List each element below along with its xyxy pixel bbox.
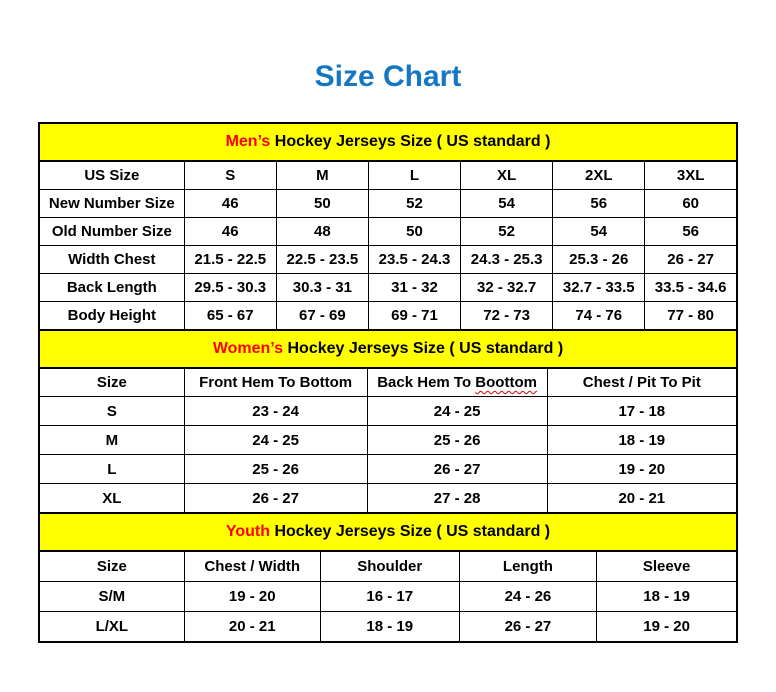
size-cell: 52 [461,218,553,246]
column-header: 3XL [645,161,737,190]
size-cell: 46 [184,190,276,218]
size-cell: 18 - 19 [597,582,737,612]
column-header: S [184,161,276,190]
size-cell: 50 [276,190,368,218]
size-cell: 20 - 21 [547,484,737,514]
table-row [39,426,737,455]
table-row [39,484,737,514]
size-cell: 32.7 - 33.5 [553,274,645,302]
table-row [39,274,737,302]
size-cell: 54 [553,218,645,246]
mens-banner-row [39,123,737,161]
size-cell: 72 - 73 [461,302,553,331]
youth-size-table [38,512,738,643]
table-row [39,612,737,643]
size-cell: 48 [276,218,368,246]
size-cell: 24 - 25 [367,397,547,426]
size-cell: 19 - 20 [547,455,737,484]
size-cell: 27 - 28 [367,484,547,514]
size-cell: 25.3 - 26 [553,246,645,274]
column-header: Shoulder [320,551,459,582]
size-cell: 21.5 - 22.5 [184,246,276,274]
size-cell: 18 - 19 [547,426,737,455]
misspelled-word: Boottom [475,374,537,391]
youth-header-row [39,551,737,582]
size-cell: 22.5 - 23.5 [276,246,368,274]
size-cell: 19 - 20 [184,582,320,612]
column-header: Back Hem To Boottom [367,368,547,397]
size-cell: 24 - 25 [184,426,367,455]
size-cell: 26 - 27 [459,612,597,643]
row-label: L [39,455,184,484]
row-label: Back Length [39,274,184,302]
womens-size-table [38,329,738,514]
size-cell: 30.3 - 31 [276,274,368,302]
table-row [39,190,737,218]
size-cell: 65 - 67 [184,302,276,331]
row-label: New Number Size [39,190,184,218]
banner-highlight: Men’s [225,133,271,150]
size-cell: 32 - 32.7 [461,274,553,302]
size-cell: 54 [461,190,553,218]
column-header: Size [39,368,184,397]
size-cell: 18 - 19 [320,612,459,643]
size-cell: 20 - 21 [184,612,320,643]
size-cell: 16 - 17 [320,582,459,612]
size-cell: 23.5 - 24.3 [368,246,460,274]
column-header: Chest / Width [184,551,320,582]
column-header: 2XL [553,161,645,190]
row-label: S [39,397,184,426]
youth-banner-row [39,513,737,551]
womens-table-banner: Women’s Hockey Jerseys Size ( US standard ) [39,330,737,368]
column-header: US Size [39,161,184,190]
size-cell: 29.5 - 30.3 [184,274,276,302]
size-cell: 24.3 - 25.3 [461,246,553,274]
youth-table-banner: Youth Hockey Jerseys Size ( US standard ) [39,513,737,551]
size-tables-container [38,122,738,643]
size-cell: 69 - 71 [368,302,460,331]
table-row [39,582,737,612]
table-row [39,218,737,246]
column-header: Front Hem To Bottom [184,368,367,397]
size-cell: 23 - 24 [184,397,367,426]
size-cell: 26 - 27 [367,455,547,484]
table-row [39,455,737,484]
size-cell: 50 [368,218,460,246]
column-header: Sleeve [597,551,737,582]
size-cell: 25 - 26 [184,455,367,484]
size-cell: 26 - 27 [184,484,367,514]
size-cell: 67 - 69 [276,302,368,331]
column-header: Size [39,551,184,582]
page-title: Size Chart [314,60,462,93]
row-label: Body Height [39,302,184,331]
mens-table-banner: Men’s Hockey Jerseys Size ( US standard ) [39,123,737,161]
womens-header-row [39,368,737,397]
row-label: XL [39,484,184,514]
size-cell: 19 - 20 [597,612,737,643]
size-cell: 56 [553,190,645,218]
row-label: L/XL [39,612,184,643]
table-row [39,302,737,331]
column-header: Length [459,551,597,582]
banner-highlight: Youth [225,523,270,540]
table-row [39,246,737,274]
size-cell: 77 - 80 [645,302,737,331]
size-cell: 24 - 26 [459,582,597,612]
column-header: L [368,161,460,190]
size-cell: 31 - 32 [368,274,460,302]
size-cell: 46 [184,218,276,246]
size-cell: 74 - 76 [553,302,645,331]
table-row [39,397,737,426]
size-cell: 60 [645,190,737,218]
column-header: Chest / Pit To Pit [547,368,737,397]
size-cell: 26 - 27 [645,246,737,274]
mens-size-table [38,122,738,331]
banner-highlight: Women’s [212,340,284,357]
row-label: M [39,426,184,455]
mens-header-row [39,161,737,190]
column-header: M [276,161,368,190]
row-label: Old Number Size [39,218,184,246]
column-header: XL [461,161,553,190]
size-cell: 17 - 18 [547,397,737,426]
size-cell: 33.5 - 34.6 [645,274,737,302]
row-label: S/M [39,582,184,612]
size-cell: 52 [368,190,460,218]
size-cell: 25 - 26 [367,426,547,455]
size-cell: 56 [645,218,737,246]
womens-banner-row [39,330,737,368]
row-label: Width Chest [39,246,184,274]
